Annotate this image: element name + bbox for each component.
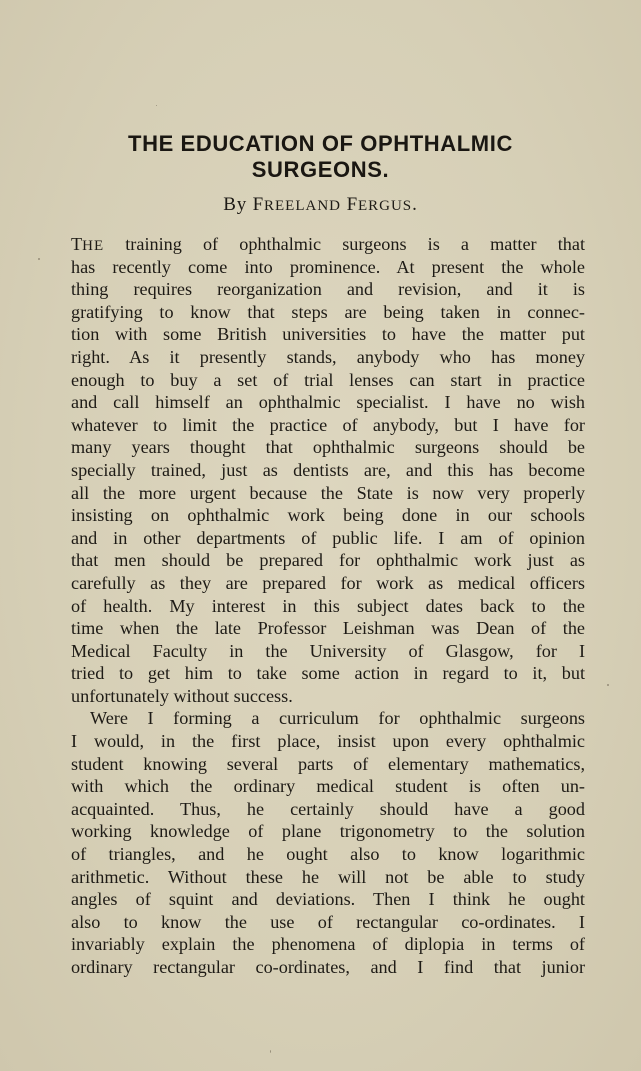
first-word-initial: T — [71, 234, 83, 254]
paper-speck — [38, 258, 40, 260]
paper-speck — [270, 1050, 271, 1053]
body-line: enough to buy a set of trial lenses can start in practice — [71, 369, 585, 390]
body-line: I would, in the first place, insist upon every ophthalmic — [71, 731, 585, 752]
body-line: right. As it presently stands, anybody who has money — [71, 346, 585, 367]
body-line: has recently come into prominence. At present the whole — [71, 256, 585, 277]
body-line: arithmetic. Without these he will not be able to study — [71, 866, 585, 887]
body-line: Medical Faculty in the University of Glasgow, for I — [71, 640, 585, 661]
body-line: ordinary rectangular co-ordinates, and I find that junior — [71, 957, 585, 977]
body-line-text: training of ophthalmic surgeons is a matter that — [104, 234, 585, 254]
body-line: specially trained, just as dentists are, and this has become — [71, 459, 585, 480]
author-last-initial: F — [346, 194, 358, 215]
author-byline — [0, 194, 641, 216]
body-line: gratifying to know that steps are being taken in connec- — [71, 301, 585, 322]
body-line: invariably explain the phenomena of diplopia in terms of — [71, 934, 585, 955]
body-line: acquainted. Thus, he certainly should have a good — [71, 798, 585, 819]
article-title-line-1: THE EDUCATION OF OPHTHALMIC — [128, 131, 513, 156]
author-last-rest: ERGUS — [357, 198, 413, 214]
body-line: working knowledge of plane trigonometry to the solution — [71, 821, 585, 842]
body-line: unfortunately without success. — [71, 685, 293, 706]
body-line: of triangles, and he ought also to know logarithmic — [71, 844, 585, 865]
body-line: carefully as they are prepared for work as medical officers — [71, 572, 585, 593]
paper-speck — [156, 105, 157, 106]
body-line: many years thought that ophthalmic surgeons should be — [71, 437, 585, 458]
author-first-rest: REELAND — [264, 198, 342, 214]
article-body — [71, 233, 585, 979]
body-line: tion with some British universities to have the matter put — [71, 324, 585, 345]
byline-prefix: By — [223, 194, 248, 215]
body-line: also to know the use of rectangular co-ordinates. I — [71, 911, 585, 932]
body-line: Were I forming a curriculum for ophthalmic surgeons — [90, 708, 585, 729]
author-punctuation: . — [412, 194, 418, 215]
body-line: of health. My interest in this subject dates back to the — [71, 595, 585, 616]
body-line: insisting on ophthalmic work being done in our schools — [71, 505, 585, 526]
body-line: student knowing several parts of elementary mathematics, — [71, 753, 585, 774]
body-line: whatever to limit the practice of anybody, but I have for — [71, 414, 585, 435]
body-line: and call himself an ophthalmic specialist. I have no wish — [71, 392, 585, 413]
article-title-line-2: SURGEONS. — [251, 157, 390, 182]
body-line: angles of squint and deviations. Then I think he ought — [71, 889, 585, 910]
body-line: thing requires reorganization and revision, and it is — [71, 279, 585, 300]
first-word-rest: HE — [82, 238, 105, 254]
body-line: time when the late Professor Leishman was Dean of the — [71, 618, 585, 639]
author-first-initial: F — [252, 194, 265, 215]
paper-speck — [607, 684, 609, 686]
body-line: and in other departments of public life. I am of opinion — [71, 527, 585, 548]
body-line — [71, 233, 585, 256]
body-line: that men should be prepared for ophthalmic work just as — [71, 550, 585, 571]
body-line: all the more urgent because the State is now very properly — [71, 482, 585, 503]
body-line: with which the ordinary medical student is often un- — [71, 776, 585, 797]
body-line: tried to get him to take some action in regard to it, but — [71, 663, 585, 684]
